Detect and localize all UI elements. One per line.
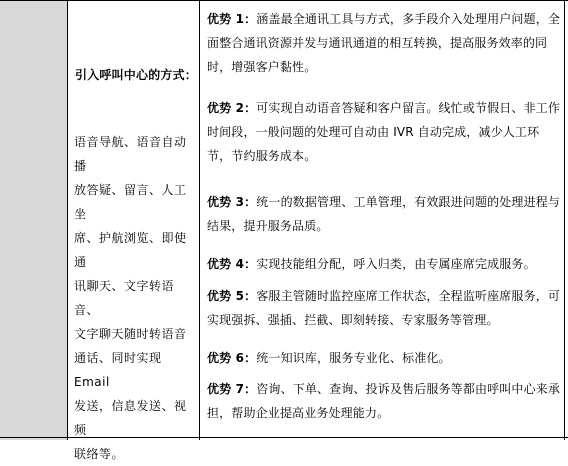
methods-line: 语音导航、语音自动播: [74, 135, 187, 173]
methods-line: 通话、同时实现 Email: [74, 351, 162, 389]
methods-line: 发送，信息发送、视频: [74, 399, 187, 437]
methods-line: 席、护航浏览、即使通: [74, 231, 187, 269]
advantage-label: 优势 4：: [207, 257, 257, 271]
advantage-label: 优势 5：: [207, 289, 257, 303]
advantage-text: 统一知识库，服务专业化、标准化。: [256, 351, 451, 365]
methods-text: [74, 130, 198, 466]
advantage-4: [207, 252, 563, 276]
advantage-text: 实现技能组分配，呼入归类，由专属座席完成服务。: [256, 257, 536, 271]
advantage-label: 优势 1：: [207, 12, 257, 26]
category-cell: [0, 1, 68, 440]
advantage-1: [207, 7, 563, 79]
advantage-text: 涵盖最全通讯工具与方式，多手段介入处理用户问题，全面整合通讯资源并发与通讯通道的相互转换，提高服务效率的同时，增强客户黏性。: [207, 12, 561, 74]
advantage-2: [207, 96, 563, 168]
method-heading: 引入呼叫中心的方式：: [75, 68, 198, 82]
advantage-text: 客服主管随时监控座席工作状态，全程监听座席服务，可实现强拆、强插、拦截、即刻转接、专家服务等管理。: [207, 289, 561, 327]
methods-line: 文字聊天随时转语音: [74, 327, 187, 341]
advantage-label: 优势 2：: [207, 101, 257, 115]
advantage-6: [207, 346, 563, 370]
methods-line: 联络等。: [74, 447, 125, 461]
methods-line: 讯聊天、文字转语音、: [74, 279, 175, 317]
advantage-7: [207, 377, 563, 425]
advantage-text: 统一的数据管理、工单管理，有效跟进问题的处理进程与结果，提升服务品质。: [207, 195, 561, 233]
advantage-text: 可实现自动语音答疑和客户留言。线忙或节假日、非工作时间段，一般问题的处理可自动由 IVR 自动完成，减少人工环节，节约服务成本。: [207, 101, 561, 163]
methods-line: 放答疑、留言、人工坐: [74, 183, 187, 221]
advantage-label: 优势 6：: [207, 351, 257, 365]
advantage-3: [207, 190, 563, 238]
advantage-5: [207, 284, 563, 332]
advantage-label: 优势 7：: [207, 382, 257, 396]
advantage-label: 优势 3：: [207, 195, 257, 209]
advantage-text: 咨询、下单、查询、投诉及售后服务等都由呼叫中心来承担，帮助企业提高业务处理能力。: [207, 382, 561, 420]
